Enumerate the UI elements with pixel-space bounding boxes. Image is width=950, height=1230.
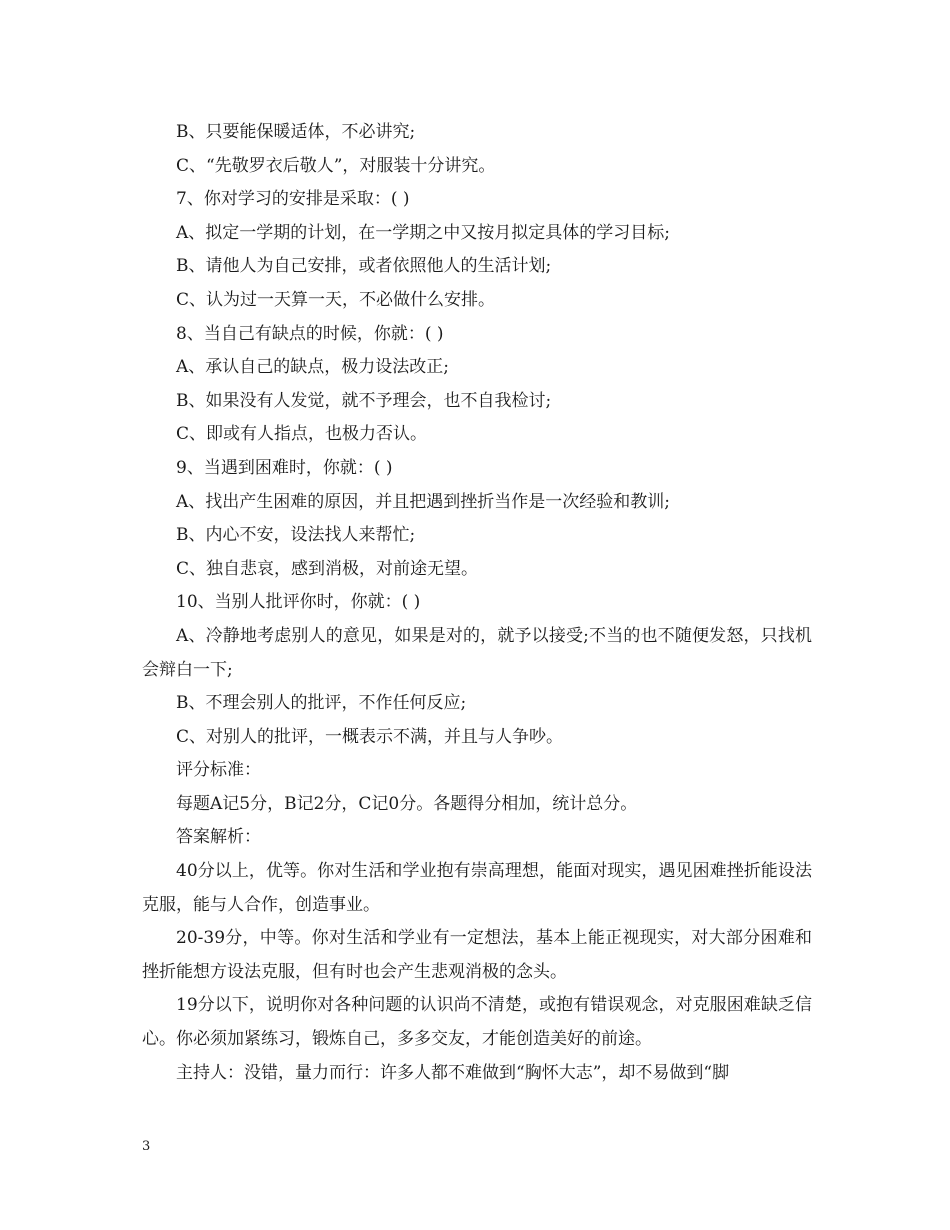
paragraph-scoring-heading: 评分标准： bbox=[176, 760, 261, 781]
paragraph-option-6c: C、“先敬罗衣后敬人”，对服装十分讲究。 bbox=[176, 155, 496, 176]
document-body bbox=[142, 116, 812, 1090]
page-number: 3 bbox=[142, 1139, 151, 1154]
paragraph-scoring-rule: 每题A记5分，B记2分，C记0分。各题得分相加，统计总分。 bbox=[176, 793, 638, 814]
paragraph-option-8a: A、承认自己的缺点，极力设法改正; bbox=[176, 357, 450, 378]
paragraph-question-9: 9、当遇到困难时，你就：( ) bbox=[176, 457, 393, 478]
paragraph-option-6b: B、只要能保暖适体，不必讲究; bbox=[176, 122, 416, 142]
paragraph-option-10b: B、不理会别人的批评，不作任何反应; bbox=[176, 693, 467, 714]
paragraph-option-10a: A、冷静地考虑别人的意见，如果是对的，就予以接受;不当的也不随便发怒，只找机会辩白一下; bbox=[142, 625, 812, 680]
paragraph-analysis-heading: 答案解析： bbox=[176, 827, 261, 848]
paragraph-option-9a: A、找出产生困难的原因，并且把遇到挫折当作是一次经验和教训; bbox=[176, 491, 671, 512]
paragraph-analysis-mid: 20-39分，中等。你对生活和学业有一定想法，基本上能正视现实，对大部分困难和挫折能想方设法克服，但有时也会产生悲观消极的念头。 bbox=[142, 928, 812, 982]
paragraph-option-8b: B、如果没有人发觉，就不予理会，也不自我检讨; bbox=[176, 390, 552, 411]
paragraph-option-9b: B、内心不安，设法找人来帮忙; bbox=[176, 525, 416, 546]
paragraph-host-remark: 主持人：没错，量力而行：许多人都不难做到“胸怀大志”，却不易做到“脚 bbox=[176, 1062, 730, 1083]
paragraph-question-10: 10、当别人批评你时，你就：( ) bbox=[176, 592, 421, 613]
paragraph-option-8c: C、即或有人指点，也极力否认。 bbox=[176, 424, 428, 445]
paragraph-option-9c: C、独自悲哀，感到消极，对前途无望。 bbox=[176, 558, 479, 579]
paragraph-option-7b: B、请他人为自己安排，或者依照他人的生活计划; bbox=[176, 256, 552, 277]
paragraph-question-7: 7、你对学习的安排是采取：( ) bbox=[176, 189, 410, 210]
paragraph-option-7c: C、认为过一天算一天，不必做什么安排。 bbox=[176, 289, 496, 310]
paragraph-option-7a: A、拟定一学期的计划，在一学期之中又按月拟定具体的学习目标; bbox=[176, 222, 671, 243]
paragraph-analysis-high: 40分以上，优等。你对生活和学业抱有崇高理想，能面对现实，遇见困难挫折能设法克服，能与人合作，创造事业。 bbox=[142, 861, 812, 915]
paragraph-analysis-low: 19分以下，说明你对各种问题的认识尚不清楚，或抱有错误观念，对克服困难缺乏信心。你必须加紧练习，锻炼自己，多多交友，才能创造美好的前途。 bbox=[142, 995, 812, 1050]
paragraph-question-8: 8、当自己有缺点的时候，你就：( ) bbox=[176, 323, 444, 344]
paragraph-option-10c: C、对别人的批评，一概表示不满，并且与人争吵。 bbox=[176, 726, 564, 747]
